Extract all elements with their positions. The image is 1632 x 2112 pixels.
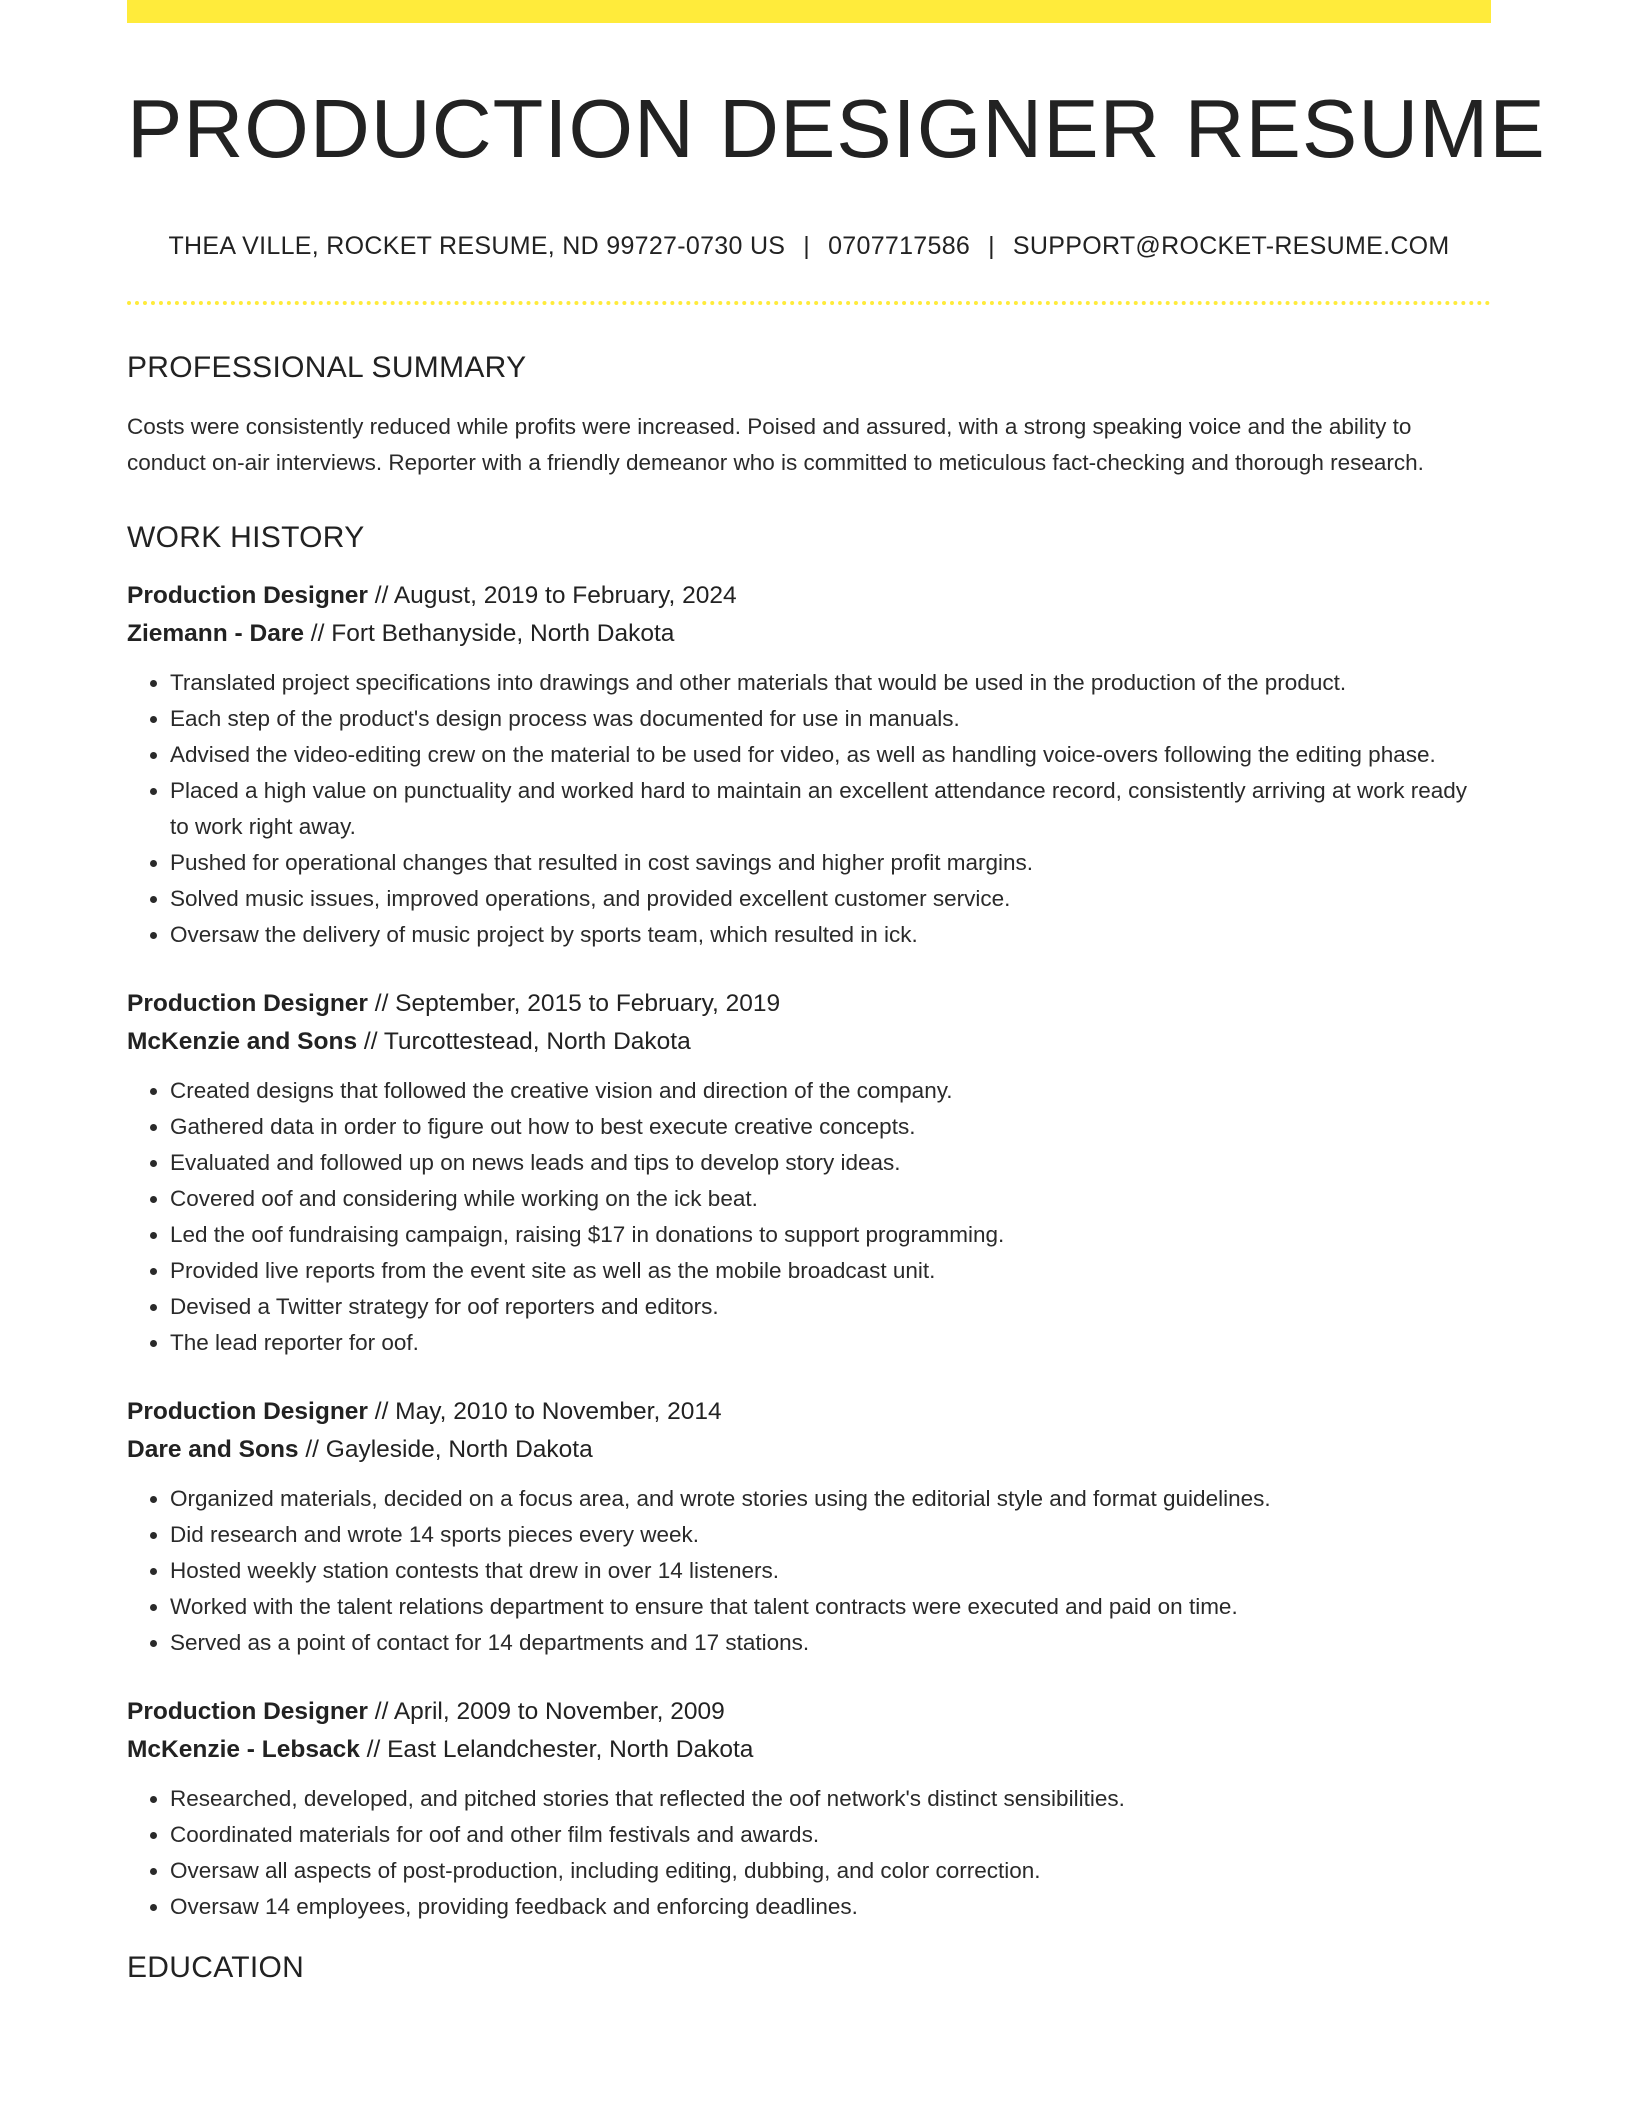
job-bullet: • Worked with the talent relations department to ensure that talent contracts were executed and paid on time.: [170, 1589, 1491, 1625]
job-dates: // April, 2009 to November, 2009: [367, 1698, 725, 1726]
job-bullet: • Advised the video-editing crew on the material to be used for video, as well as handling voice-overs following the editing phase.: [170, 737, 1491, 773]
job-title: Production Designer: [127, 582, 368, 610]
job-bullet: • Oversaw all aspects of post-production, including editing, dubbing, and color correction.: [170, 1853, 1491, 1889]
resume-page: [127, 0, 1546, 1985]
job-title-line: [127, 1693, 1491, 1731]
job-bullet: • Gathered data in order to figure out how to best execute creative concepts.: [170, 1109, 1491, 1145]
summary-text: Costs were consistently reduced while profits were increased. Poised and assured, with a strong speaking voice and the ability to conduct on-air interviews. Reporter with a friendly demeanor who is committed to meticulous fact-checking and thorough research.: [127, 414, 1424, 476]
job-bullet: • Each step of the product's design process was documented for use in manuals.: [170, 701, 1491, 737]
job-location: // East Lelandchester, North Dakota: [359, 1736, 754, 1764]
job-entry: [127, 577, 1491, 953]
job-bullet: • Covered oof and considering while working on the ick beat.: [170, 1181, 1491, 1217]
job-dates: // May, 2010 to November, 2014: [367, 1398, 722, 1426]
resume-title: PRODUCTION DESIGNER RESUME: [127, 82, 1546, 175]
job-company: McKenzie and Sons: [127, 1028, 358, 1056]
job-bullet: • Served as a point of contact for 14 departments and 17 stations.: [170, 1625, 1491, 1661]
job-dates: // September, 2015 to February, 2019: [367, 990, 781, 1018]
job-bullet: • Solved music issues, improved operations, and provided excellent customer service.: [170, 881, 1491, 917]
job-location: // Fort Bethanyside, North Dakota: [304, 620, 675, 648]
education-heading: EDUCATION: [127, 1951, 305, 1985]
contact-address: THEA VILLE, ROCKET RESUME, ND 99727-0730 US: [168, 232, 786, 261]
job-bullet: • Researched, developed, and pitched stories that reflected the oof network's distinct sensibilities.: [170, 1781, 1491, 1817]
contact-separator: |: [988, 232, 995, 261]
job-company-line: [127, 615, 1491, 653]
contact-line: [127, 232, 1491, 261]
accent-bar: [127, 0, 1491, 23]
job-bullet: • Oversaw the delivery of music project by sports team, which resulted in ick.: [170, 917, 1491, 953]
job-company: McKenzie - Lebsack: [127, 1736, 360, 1764]
contact-separator: |: [803, 232, 811, 261]
job-bullets: [127, 665, 1491, 953]
job-location: // Turcottestead, North Dakota: [357, 1028, 691, 1056]
summary-heading: PROFESSIONAL SUMMARY: [127, 351, 527, 385]
job-bullet: • Evaluated and followed up on news leads and tips to develop story ideas.: [170, 1145, 1491, 1181]
job-company: Dare and Sons: [127, 1436, 299, 1464]
job-title-line: [127, 577, 1491, 615]
job-title: Production Designer: [127, 990, 368, 1018]
job-company-line: [127, 1431, 1491, 1469]
contact-phone: 0707717586: [828, 232, 971, 261]
job-title: Production Designer: [127, 1698, 368, 1726]
job-entry: [127, 985, 1491, 1361]
job-bullet: • Led the oof fundraising campaign, raising $17 in donations to support programming.: [170, 1217, 1491, 1253]
job-bullets: [127, 1481, 1491, 1661]
job-entry: [127, 1693, 1491, 1925]
contact-email: SUPPORT@ROCKET-RESUME.COM: [1012, 232, 1450, 261]
job-bullet: • Pushed for operational changes that resulted in cost savings and higher profit margins.: [170, 845, 1491, 881]
job-bullet: • Oversaw 14 employees, providing feedback and enforcing deadlines.: [170, 1889, 1491, 1925]
job-bullet: • The lead reporter for oof.: [170, 1325, 1491, 1361]
job-bullet: • Coordinated materials for oof and other film festivals and awards.: [170, 1817, 1491, 1853]
job-bullet: • Created designs that followed the creative vision and direction of the company.: [170, 1073, 1491, 1109]
job-bullets: [127, 1073, 1491, 1361]
job-title: Production Designer: [127, 1398, 368, 1426]
job-bullet: • Hosted weekly station contests that drew in over 14 listeners.: [170, 1553, 1491, 1589]
work-history-heading: WORK HISTORY: [127, 521, 365, 555]
job-dates: // August, 2019 to February, 2024: [367, 582, 737, 610]
job-title-line: [127, 985, 1491, 1023]
job-company-line: [127, 1731, 1491, 1769]
job-company-line: [127, 1023, 1491, 1061]
job-bullet: • Organized materials, decided on a focus area, and wrote stories using the editorial style and format guidelines.: [170, 1481, 1491, 1517]
job-bullet: • Provided live reports from the event site as well as the mobile broadcast unit.: [170, 1253, 1491, 1289]
job-company: Ziemann - Dare: [127, 620, 304, 648]
job-bullet: • Devised a Twitter strategy for oof reporters and editors.: [170, 1289, 1491, 1325]
job-entry: [127, 1393, 1491, 1661]
job-location: // Gayleside, North Dakota: [298, 1436, 593, 1464]
job-title-line: [127, 1393, 1491, 1431]
job-bullets: [127, 1781, 1491, 1925]
job-bullet: • Translated project specifications into drawings and other materials that would be used in the production of the product.: [170, 665, 1491, 701]
dotted-divider: [127, 301, 1491, 305]
job-bullet: • Placed a high value on punctuality and worked hard to maintain an excellent attendance record, consistently arriving at work ready to work right away.: [170, 773, 1491, 845]
job-bullet: • Did research and wrote 14 sports pieces every week.: [170, 1517, 1491, 1553]
